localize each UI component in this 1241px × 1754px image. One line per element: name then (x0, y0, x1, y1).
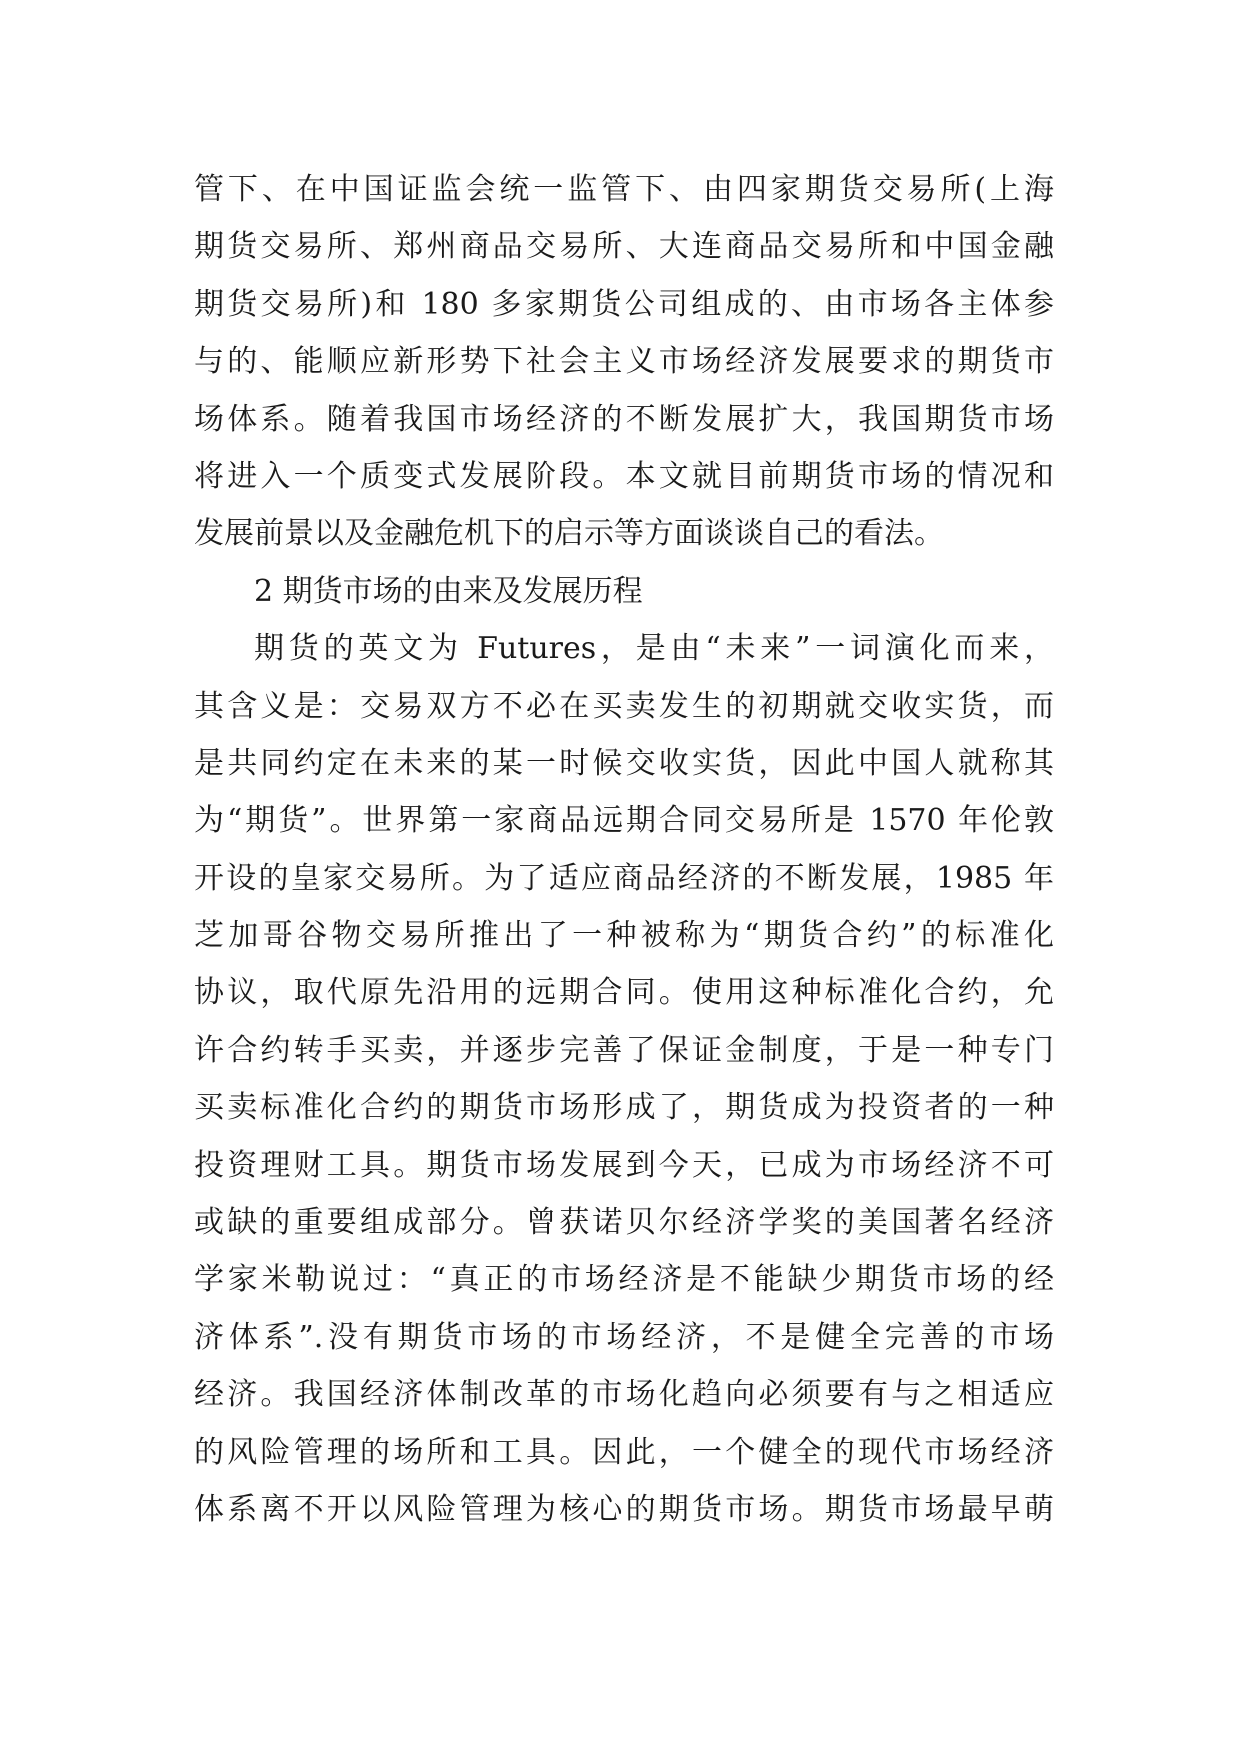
text-line: 发展前景以及金融危机下的启示等方面谈谈自己的看法。 (194, 516, 944, 552)
text-line: 投资理财工具。期货市场发展到今天，已成为市场经济不可 (194, 1147, 1054, 1183)
text-line: 的风险管理的场所和工具。因此，一个健全的现代市场经济 (194, 1434, 1054, 1470)
text-line: 其含义是：交易双方不必在买卖发生的初期就交收实货，而 (194, 688, 1054, 724)
text-line: 经济。我国经济体制改革的市场化趋向必须要有与之相适应 (194, 1377, 1054, 1413)
text-line: 期货的英文为 Futures，是由“未来”一词演化而来， (254, 631, 1054, 667)
text-line: 买卖标准化合约的期货市场形成了，期货成为投资者的一种 (194, 1090, 1054, 1126)
text-line: 济体系”.没有期货市场的市场经济，不是健全完善的市场 (194, 1319, 1054, 1355)
text-line: 学家米勒说过：“真正的市场经济是不能缺少期货市场的经 (194, 1262, 1054, 1298)
text-line: 将进入一个质变式发展阶段。本文就目前期货市场的情况和 (194, 458, 1054, 494)
document-body (194, 161, 1054, 1538)
text-line: 期货交易所、郑州商品交易所、大连商品交易所和中国金融 (194, 229, 1054, 265)
text-line: 是共同约定在未来的某一时候交收实货，因此中国人就称其 (194, 745, 1054, 781)
text-line: 或缺的重要组成部分。曾获诺贝尔经济学奖的美国著名经济 (194, 1205, 1054, 1241)
text-line: 管下、在中国证监会统一监管下、由四家期货交易所(上海 (194, 172, 1054, 207)
text-line: 场体系。随着我国市场经济的不断发展扩大，我国期货市场 (194, 401, 1054, 437)
text-line: 芝加哥谷物交易所推出了一种被称为“期货合约”的标准化 (194, 918, 1054, 954)
text-line: 期货交易所)和 180 多家期货公司组成的、由市场各主体参 (194, 286, 1054, 322)
text-line: 协议，取代原先沿用的远期合同。使用这种标准化合约，允 (194, 975, 1054, 1011)
text-line: 为“期货”。世界第一家商品远期合同交易所是 1570 年伦敦 (194, 803, 1054, 839)
text-line: 开设的皇家交易所。为了适应商品经济的不断发展，1985 年 (194, 860, 1054, 896)
section-heading: 2 期货市场的由来及发展历程 (254, 573, 643, 609)
text-line: 与的、能顺应新形势下社会主义市场经济发展要求的期货市 (194, 344, 1054, 380)
text-line: 体系离不开以风险管理为核心的期货市场。期货市场最早萌 (194, 1491, 1054, 1527)
text-line: 许合约转手买卖，并逐步完善了保证金制度，于是一种专门 (194, 1032, 1054, 1068)
